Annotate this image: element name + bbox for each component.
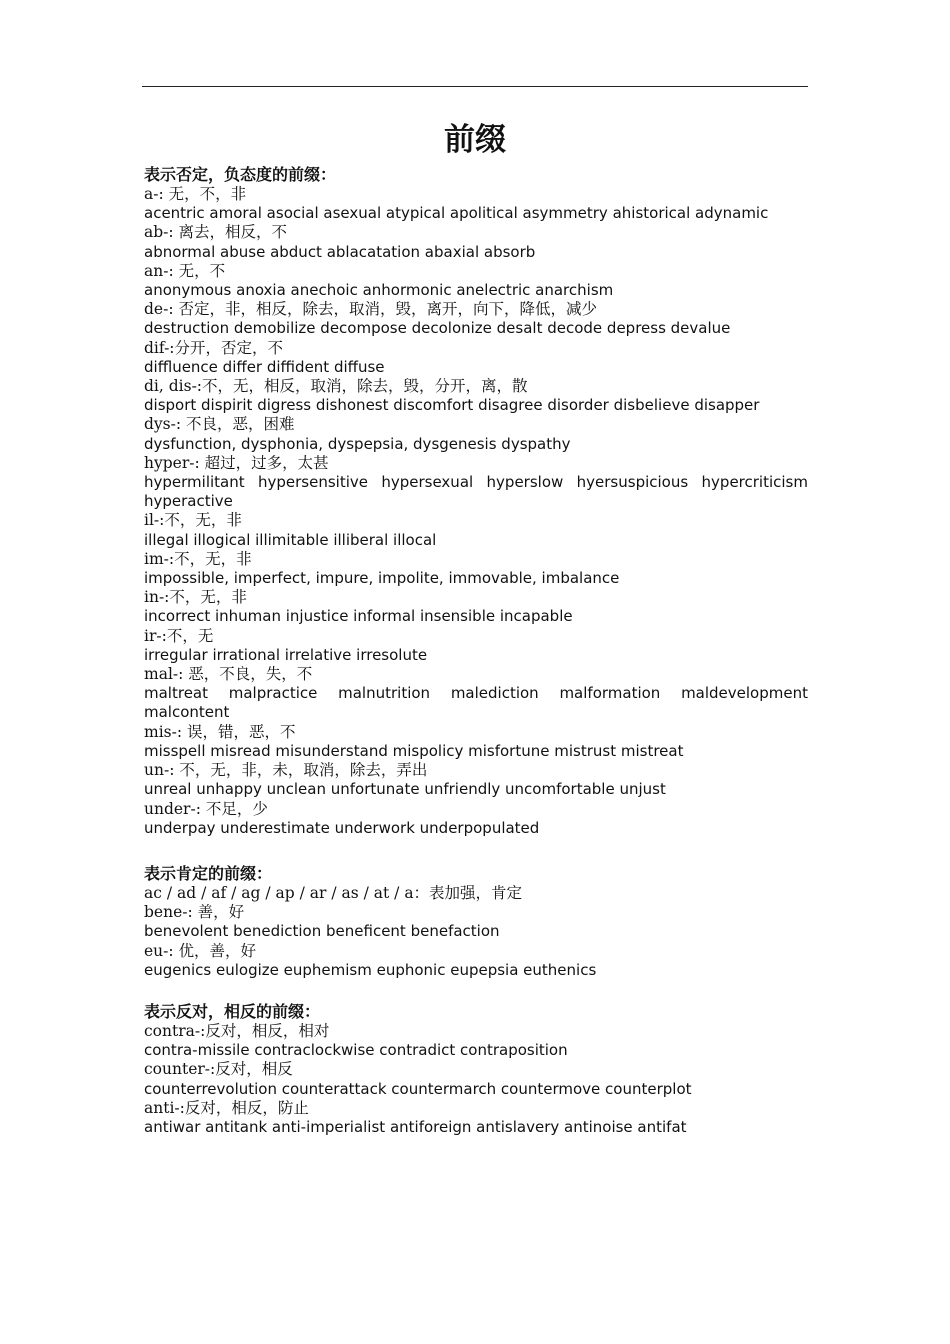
prefix-definition: im-:不，无，非 [144,549,252,568]
section-spacer [144,838,808,864]
example-words: eugenics eulogize euphemism euphonic eupepsia euthenics [144,960,597,979]
example-words: irregular irrational irrelative irresolute [144,645,428,664]
example-words: underpay underestimate underwork underpopulated [144,818,540,837]
section-positive-prefixes [144,864,808,980]
prefix-definition: un-: 不，无，非，未，取消，除去，弄出 [144,761,428,780]
example-words: incorrect inhuman injustice informal insensible incapable [144,607,573,626]
example-words: impossible, imperfect, impure, impolite, immovable, imbalance [144,569,620,588]
example-words: unreal unhappy unclean unfortunate unfriendly uncomfortable unjust [144,780,666,799]
example-words: acentric amoral asocial asexual atypical apolitical asymmetry ahistorical adynamic [144,204,769,223]
prefix-definition: contra-:反对，相反，相对 [144,1021,330,1040]
section-heading: 表示肯定的前缀： [144,863,273,883]
prefix-definition: dys-: 不良，恶，困难 [144,415,295,434]
prefix-definition: in-:不，无，非 [144,588,247,607]
prefix-definition: anti-:反对，相反，防止 [144,1098,309,1117]
example-words: contra-missile contraclockwise contradict contraposition [144,1041,568,1060]
top-rule [142,86,808,87]
prefix-definition: eu-: 优，善，好 [144,941,257,960]
prefix-definition: under-: 不足，少 [144,799,268,818]
example-words: dysfunction, dysphonia, dyspepsia, dysgenesis dyspathy [144,434,571,453]
document-body [144,165,808,1137]
example-words: misspell misread misunderstand mispolicy misfortune mistrust mistreat [144,741,684,760]
prefix-definition: ac / ad / af / ag / ap / ar / as / at / a：表加强，肯定 [144,883,523,902]
section-spacer [144,980,808,1002]
prefix-definition: an-: 无，不 [144,261,226,280]
section-heading: 表示反对，相反的前缀： [144,1001,321,1021]
example-words: anonymous anoxia anechoic anhormonic anelectric anarchism [144,281,614,300]
prefix-definition: a-: 无，不，非 [144,185,247,203]
example-words: antiwar antitank anti-imperialist antiforeign antislavery antinoise antifat [144,1117,687,1136]
example-words: illegal illogical illimitable illiberal illocal [144,530,437,549]
prefix-definition: ab-: 离去，相反，不 [144,223,288,242]
prefix-definition: di, dis-:不，无，相反，取消，除去，毁，分开，离，散 [144,377,528,396]
example-words: hypermilitant hypersensitive hypersexual hyperslow hyersuspicious hypercriticism hyperactive [144,473,808,511]
example-words: counterrevolution counterattack countermarch countermove counterplot [144,1079,692,1098]
prefix-definition: il-:不，无，非 [144,511,242,530]
prefix-definition: ir-:不，无 [144,626,214,645]
prefix-definition: dif-:分开，否定，不 [144,338,284,357]
page-title: 前缀 [444,122,506,158]
prefix-definition: counter-:反对，相反 [144,1060,293,1079]
example-words: disport dispirit digress dishonest discomfort disagree disorder disbelieve disapper [144,396,760,415]
prefix-definition: mis-: 误，错，恶，不 [144,722,296,741]
example-words: abnormal abuse abduct ablacatation abaxial absorb [144,242,536,261]
section-opposing-prefixes [144,1002,808,1137]
prefix-definition: hyper-: 超过，过多，太甚 [144,453,329,472]
prefix-definition: bene-: 善，好 [144,903,245,922]
example-words: maltreat malpractice malnutrition malediction malformation maldevelopment malcontent [144,684,808,722]
section-negative-prefixes [144,165,808,838]
section-heading: 表示否定，负态度的前缀： [144,165,337,184]
example-words: destruction demobilize decompose decolonize desalt decode depress devalue [144,319,731,338]
example-words: diffluence differ diffident diffuse [144,357,385,376]
example-words: benevolent benediction beneficent benefaction [144,922,500,941]
prefix-definition: mal-: 恶，不良，失，不 [144,665,313,684]
prefix-definition: de-: 否定，非，相反，除去，取消，毁，离开，向下，降低，减少 [144,300,597,319]
